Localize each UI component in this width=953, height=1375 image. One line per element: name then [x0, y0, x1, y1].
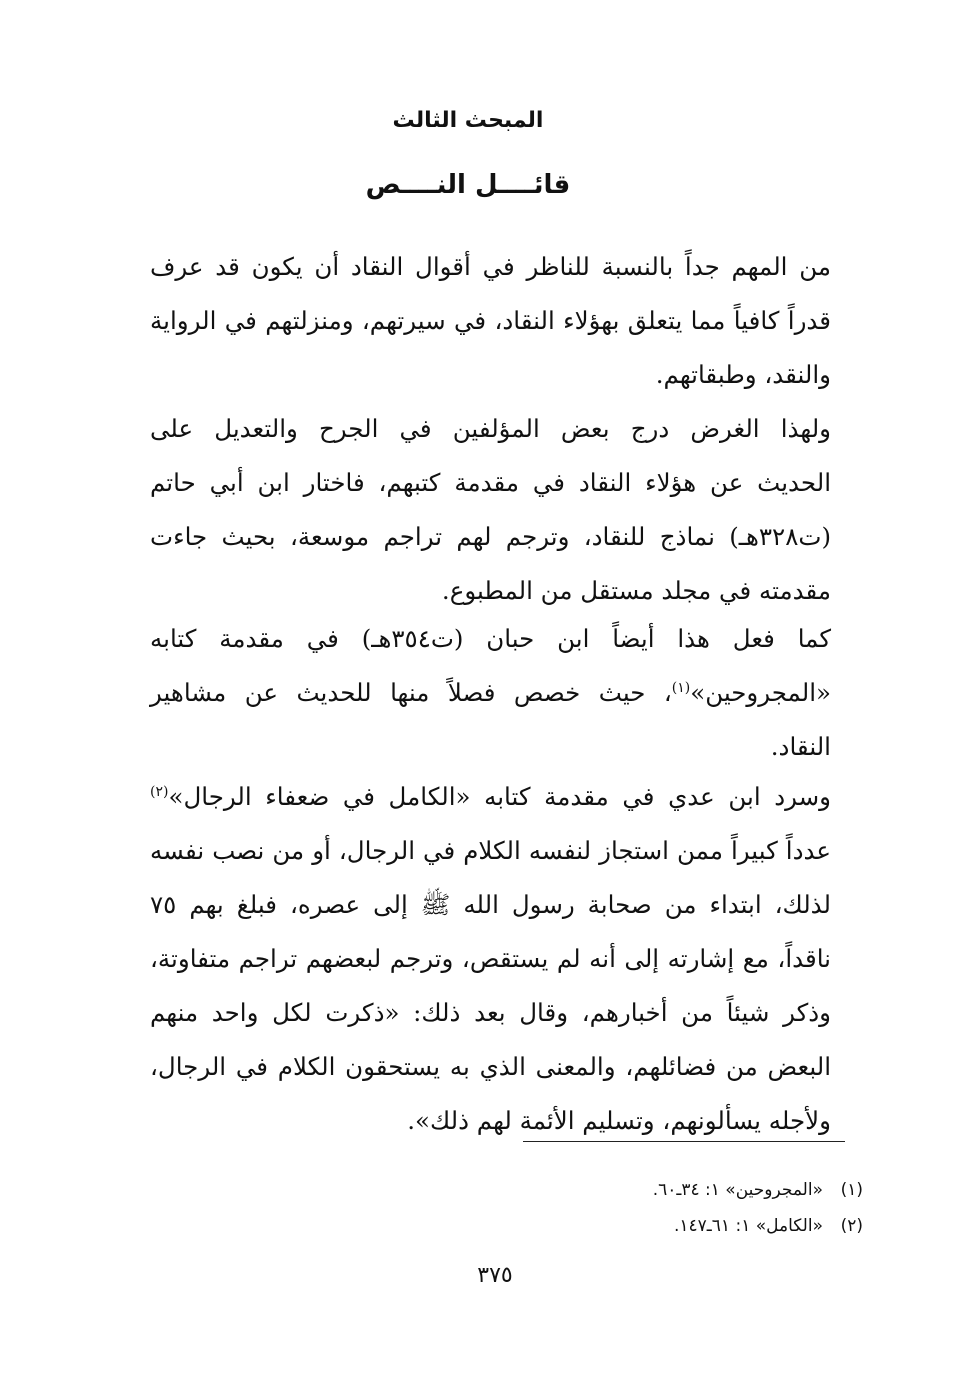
footnote-1: [463, 1172, 863, 1208]
paragraph-4: [150, 770, 865, 1148]
footnotes: [463, 1172, 863, 1244]
footnote-number: (١): [840, 1180, 863, 1200]
footnote-text: «الكامل» ١: ٦١ـ١٤٧.: [673, 1216, 823, 1236]
text-line: كما فعل هذا أيضاً ابن حبان (ت٣٥٤هـ) في مقدمة كتابه: [150, 624, 831, 653]
section-heading: المبحث الثالث: [392, 108, 544, 133]
text-line: من المهم جداً بالنسبة للناظر في أقوال النقاد أن يكون قد عرف: [150, 252, 831, 281]
text-line: (ت٣٢٨هـ) نماذج للنقاد، وترجم لهم تراجم موسعة، بحيث جاءت: [150, 522, 831, 551]
footnote-2: [463, 1208, 863, 1244]
footnote-separator: [523, 1141, 845, 1142]
text-line: مقدمته في مجلد مستقل من المطبوع.: [441, 576, 831, 605]
text-line: النقاد.: [770, 732, 831, 761]
text-line: ولهذا الغرض درج بعض المؤلفين في الجرح والتعديل على: [150, 414, 831, 443]
text-line: عدداً كبيراً ممن استجاز لنفسه الكلام في الرجال، أو من نصب نفسه: [150, 836, 831, 865]
text-line: [150, 666, 865, 720]
footnote-marker-1: (١): [671, 679, 691, 696]
text-line: وذكر شيئاً من أخبارهم، وقال بعد ذلك: «ذكرت لكل واحد منهم: [150, 998, 831, 1027]
footnote-marker-2: (٢): [150, 783, 169, 800]
text-line: ناقداً، مع إشارته إلى أنه لم يستقص، وترجم لبعضهم تراجم متفاوتة،: [150, 944, 831, 973]
text-line: البعض من فضائلهم، والمعنى الذي به يستحقون الكلام في الرجال،: [150, 1052, 831, 1081]
page-number: ٣٧٥: [477, 1263, 513, 1288]
text-line: ولأجله يسألونهم، وتسليم الأئمة لهم ذلك».: [407, 1106, 831, 1135]
text-segment: ، حيث خصص فصلاً منها للحديث عن مشاهير: [150, 678, 672, 707]
book-title: «المجروحين»: [690, 678, 831, 707]
footnote-text: «المجروحين» ١: ٣٤ـ٦٠.: [652, 1180, 823, 1200]
section-title: قائــــل النــــص: [365, 170, 571, 200]
paragraph-3: [150, 612, 865, 774]
text-line: والنقد، وطبقاتهم.: [655, 360, 831, 389]
paragraph-1: [150, 240, 865, 402]
text-line: الحديث عن هؤلاء النقاد في مقدمة كتبهم، فاختار ابن أبي حاتم: [150, 468, 831, 497]
text-line: [150, 770, 865, 824]
text-line: قدراً كافياً مما يتعلق بهؤلاء النقاد، في سيرتهم، ومنزلتهم في الرواية: [150, 306, 831, 335]
paragraph-2: [150, 402, 865, 618]
text-line: لذلك، ابتداء من صحابة رسول الله ﷺ إلى عصره، فبلغ بهم ٧٥: [150, 890, 831, 919]
text-segment: وسرد ابن عدي في مقدمة كتابه «الكامل في ضعفاء الرجال»: [168, 782, 831, 811]
footnote-number: (٢): [840, 1216, 863, 1236]
